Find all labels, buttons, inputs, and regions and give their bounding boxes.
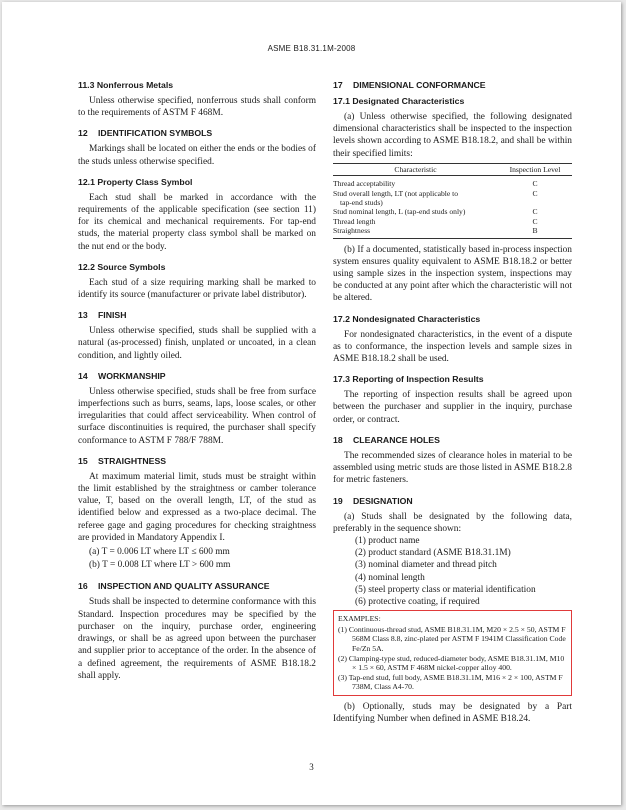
para-14: Unless otherwise specified, studs shall be free from surface imperfections such as burrs, seams, laps, loose scales, or other irregularities that could affect serviceability. When control of surface discontinuities is required, the purchaser shall specify conformance to ASTM F 788/F 788M. bbox=[78, 386, 316, 446]
table-header-row bbox=[333, 163, 572, 175]
heading-14 bbox=[78, 371, 316, 382]
table-row bbox=[333, 207, 572, 216]
list-item: (4) nominal length bbox=[355, 572, 425, 583]
section-number: 15 bbox=[78, 455, 88, 466]
para-19-a: (a) Studs shall be designated by the following data, preferably in the sequence shown: bbox=[333, 511, 572, 534]
para-11-3: Unless otherwise specified, nonferrous studs shall conform to the requirements of ASTM F 468M. bbox=[78, 96, 316, 119]
section-number: 19 bbox=[333, 495, 343, 506]
heading-16 bbox=[78, 581, 316, 592]
heading-13 bbox=[78, 310, 316, 321]
table-row bbox=[333, 226, 572, 238]
section-number: 13 bbox=[78, 310, 88, 321]
examples-title: EXAMPLES: bbox=[338, 614, 381, 624]
section-number: 12 bbox=[78, 128, 88, 139]
formula-a: (a) T = 0.006 LT where LT ≤ 600 mm bbox=[89, 547, 230, 558]
section-title: CLEARANCE HOLES bbox=[353, 434, 440, 445]
table-row bbox=[333, 198, 572, 207]
heading-18 bbox=[333, 435, 572, 446]
examples-box bbox=[333, 610, 572, 696]
table-cell: Stud nominal length, L (tap-end studs only) bbox=[333, 207, 466, 217]
inspection-table bbox=[333, 163, 572, 239]
para-19-b: (b) Optionally, studs may be designated by a Part Identifying Number when defined in ASME B18.24. bbox=[333, 701, 572, 725]
table-cell bbox=[498, 198, 572, 207]
table-row bbox=[333, 217, 572, 226]
table-row bbox=[333, 176, 572, 189]
left-column bbox=[78, 80, 316, 691]
column-header: Characteristic bbox=[333, 163, 498, 175]
para-17-2: For nondesignated characteristics, in the event of a dispute as to conformance, the inspection levels and sample sizes in ASME B18.18.2 shall be used. bbox=[333, 329, 572, 365]
para-12-1: Each stud shall be marked in accordance with the requirements of the applicable specification (see section 11) for its chemical and mechanical requirements. For tap-end studs, the material property class symbol shall be marked on the nut end or the body. bbox=[78, 192, 316, 252]
para-17-1-a: (a) Unless otherwise specified, the following designated dimensional characteristics shall be inspected to the inspection levels shown according to ASME B18.18.2, and shall be within their specified limits: bbox=[333, 112, 572, 159]
heading-15 bbox=[78, 456, 316, 467]
heading-12 bbox=[78, 128, 316, 139]
section-title: INSPECTION AND QUALITY ASSURANCE bbox=[98, 581, 270, 592]
heading-17-2: 17.2 Nondesignated Characteristics bbox=[333, 313, 481, 324]
example-item: (3) Tap-end stud, full body, ASME B18.31.1M, M16 × 2 × 100, ASTM F 738M, Class A4-70. bbox=[338, 672, 563, 692]
table-cell: C bbox=[532, 207, 538, 217]
table-cell: Thread length bbox=[333, 216, 376, 226]
para-12: Markings shall be located on either the ends or the bodies of the studs unless otherwise specified. bbox=[78, 144, 316, 167]
list-item: (1) product name bbox=[355, 535, 420, 546]
heading-17-1: 17.1 Designated Characteristics bbox=[333, 96, 465, 106]
table-cell: C bbox=[532, 188, 538, 198]
section-title: STRAIGHTNESS bbox=[98, 455, 167, 466]
section-title: IDENTIFICATION SYMBOLS bbox=[98, 128, 213, 139]
list-item: (5) steel property class or material identification bbox=[355, 584, 536, 595]
heading-12-2: 12.2 Source Symbols bbox=[78, 261, 166, 272]
table-cell: B bbox=[498, 226, 572, 238]
para-17-1-b: (b) If a documented, statistically based in-process inspection system ensures quality equivalent to ASME B18.18.2 or better using sample sizes in the inspection system, inspections may be conducted at any point after which the characteristic will not be altered. bbox=[333, 244, 572, 304]
column-header: Inspection Level bbox=[498, 163, 572, 175]
formula-b: (b) T = 0.008 LT where LT > 600 mm bbox=[89, 560, 231, 571]
para-15: At maximum material limit, studs must be straight within the limit established by the straightness or camber tolerance value, T, based on the overall length, LT, of the stud as identified below and expressed as a two-place decimal. The referee gage and gaging procedures for checking straightness are provided in Mandatory Appendix I. bbox=[78, 471, 316, 543]
running-head: ASME B18.31.1M-2008 bbox=[267, 44, 356, 53]
right-column bbox=[333, 80, 572, 734]
table-row bbox=[333, 189, 572, 198]
list-item: (2) product standard (ASME B18.31.1M) bbox=[355, 548, 511, 559]
para-18: The recommended sizes of clearance holes in material to be assembled using metric studs are those listed in ASME B18.2.8 for metric fasteners. bbox=[333, 450, 572, 486]
table-cell-text: tap-end studs) bbox=[340, 198, 383, 208]
document-page bbox=[2, 2, 621, 805]
table-cell: C bbox=[532, 179, 538, 189]
section-title: DESIGNATION bbox=[353, 495, 413, 506]
heading-12-1: 12.1 Property Class Symbol bbox=[78, 176, 193, 187]
table-cell: C bbox=[532, 216, 538, 226]
section-title: WORKMANSHIP bbox=[98, 370, 166, 381]
table-cell: Straightness bbox=[333, 226, 498, 238]
heading-19 bbox=[333, 496, 572, 507]
section-number: 14 bbox=[78, 370, 88, 381]
page-number: 3 bbox=[309, 762, 314, 772]
heading-11-3: 11.3 Nonferrous Metals bbox=[78, 80, 174, 90]
section-title: FINISH bbox=[98, 310, 127, 321]
para-16: Studs shall be inspected to determine conformance with this Standard. Inspection procedures may be specified by the purchaser on the inquiry, purchase order, engineering drawings, or shall be as agreed upon between the purchaser and supplier prior to acceptance of the order. In the absence of a defined agreement, the requirements of ASME B18.18.2 shall apply. bbox=[78, 597, 316, 681]
table-cell: Stud overall length, LT (not applicable to bbox=[333, 188, 459, 198]
section-number: 16 bbox=[78, 581, 88, 592]
heading-17 bbox=[333, 80, 572, 91]
table-cell: Thread acceptability bbox=[333, 179, 396, 189]
para-12-2: Each stud of a size requiring marking shall be marked to identify its source (manufacturer or private label distributor). bbox=[78, 277, 316, 301]
section-number: 17 bbox=[333, 80, 343, 90]
section-number: 18 bbox=[333, 434, 343, 445]
heading-17-3: 17.3 Reporting of Inspection Results bbox=[333, 374, 484, 385]
example-item: (2) Clamping-type stud, reduced-diameter body, ASME B18.31.1M, M10 × 1.5 × 60, ASTM F 468M nickel-copper alloy 400. bbox=[338, 653, 565, 673]
table-cell bbox=[333, 198, 498, 207]
list-item: (6) protective coating, if required bbox=[355, 596, 480, 607]
example-item: (1) Continuous-thread stud, ASME B18.31.1M, M20 × 2.5 × 50, ASTM F 568M Class 8.8, zinc-plated per ASTM F 1941M Classification Code Fe/Zn 5A. bbox=[338, 624, 566, 653]
section-title: DIMENSIONAL CONFORMANCE bbox=[353, 80, 486, 90]
para-17-3: The reporting of inspection results shall be agreed upon between the purchaser and supplier in the inquiry, purchase order, or contract. bbox=[333, 390, 572, 425]
list-item: (3) nominal diameter and thread pitch bbox=[355, 560, 497, 571]
para-13: Unless otherwise specified, studs shall be supplied with a natural (as-processed) finish, unplated or uncoated, in a clean condition, and lightly oiled. bbox=[78, 326, 316, 361]
